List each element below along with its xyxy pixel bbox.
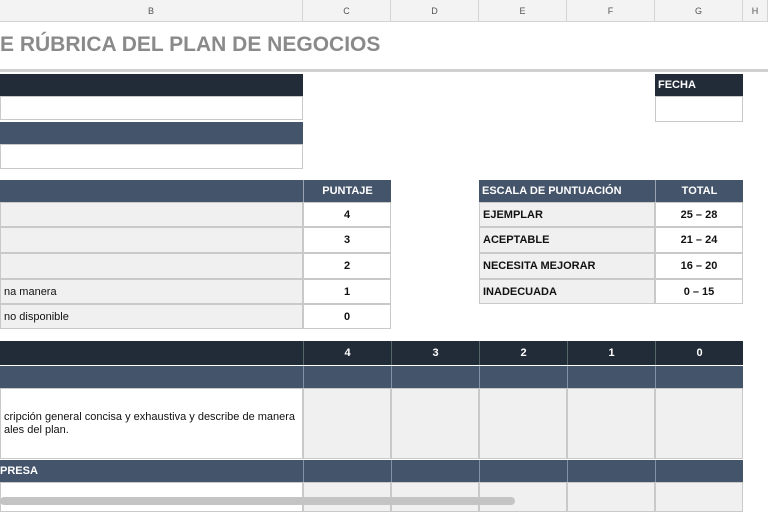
rubric-header-score-3: 3	[391, 341, 479, 365]
section-empresa-cell-3	[391, 460, 479, 482]
fecha-input-cell[interactable]	[655, 96, 743, 122]
rubric-header-score-0: 0	[655, 341, 743, 365]
section-row-1-cell-1	[567, 366, 655, 388]
score-desc-header	[0, 180, 303, 202]
score-value-3[interactable]: 3	[303, 227, 391, 253]
criterion-cell-0[interactable]	[655, 388, 743, 459]
score-desc-4[interactable]	[0, 202, 303, 227]
column-header-d[interactable]: D	[391, 0, 479, 22]
rubric-header-score-2: 2	[479, 341, 567, 365]
scale-label-aceptable[interactable]: ACEPTABLE	[479, 227, 655, 253]
scale-range-aceptable[interactable]: 21 – 24	[655, 227, 743, 253]
sheet-title: E RÚBRICA DEL PLAN DE NEGOCIOS	[0, 33, 381, 56]
section-row-1-cell-3	[391, 366, 479, 388]
score-desc-0[interactable]: no disponible	[0, 304, 303, 329]
scale-range-inadecuada[interactable]: 0 – 15	[655, 279, 743, 304]
header-bar-2	[0, 122, 303, 144]
scale-label-ejemplar[interactable]: EJEMPLAR	[479, 202, 655, 227]
input-cell-1[interactable]	[0, 96, 303, 120]
next-row-cell-0[interactable]	[655, 482, 743, 512]
scale-range-ejemplar[interactable]: 25 – 28	[655, 202, 743, 227]
scale-range-necesita-mejorar[interactable]: 16 – 20	[655, 253, 743, 279]
next-row-cell-1[interactable]	[567, 482, 655, 512]
score-desc-2[interactable]	[0, 253, 303, 279]
scale-label-inadecuada[interactable]: INADECUADA	[479, 279, 655, 304]
criterion-cell-2[interactable]	[479, 388, 567, 459]
column-header-h[interactable]: H	[743, 0, 768, 22]
puntaje-header: PUNTAJE	[303, 180, 391, 202]
rubric-header-criterion	[0, 341, 303, 365]
section-row-1-cell-4	[303, 366, 391, 388]
criterion-cell-3[interactable]	[391, 388, 479, 459]
column-header-c[interactable]: C	[303, 0, 391, 22]
score-value-2[interactable]: 2	[303, 253, 391, 279]
criterion-cell-1[interactable]	[567, 388, 655, 459]
horizontal-scrollbar[interactable]	[0, 497, 515, 505]
score-value-0[interactable]: 0	[303, 304, 391, 329]
section-row-1-cell-2	[479, 366, 567, 388]
section-empresa-cell-0	[655, 460, 743, 482]
section-row-1-cell-0	[655, 366, 743, 388]
rubric-header-score-1: 1	[567, 341, 655, 365]
input-cell-2[interactable]	[0, 144, 303, 169]
section-empresa-cell-1	[567, 460, 655, 482]
score-desc-1[interactable]: na manera	[0, 279, 303, 304]
score-value-1[interactable]: 1	[303, 279, 391, 304]
section-row-1	[0, 366, 303, 388]
score-desc-3[interactable]	[0, 227, 303, 253]
column-header-b[interactable]: B	[0, 0, 303, 22]
criterion-description[interactable]: cripción general concisa y exhaustiva y describe de manera ales del plan.	[0, 388, 303, 459]
section-empresa-cell-2	[479, 460, 567, 482]
section-empresa: PRESA	[0, 460, 303, 482]
section-empresa-cell-4	[303, 460, 391, 482]
rubric-header-score-4: 4	[303, 341, 391, 365]
scale-header-total: TOTAL	[655, 180, 743, 202]
header-bar-1	[0, 74, 303, 96]
fecha-label: FECHA	[655, 74, 743, 96]
column-header-f[interactable]: F	[567, 0, 655, 22]
scale-label-necesita-mejorar[interactable]: NECESITA MEJORAR	[479, 253, 655, 279]
criterion-cell-4[interactable]	[303, 388, 391, 459]
title-underline	[0, 69, 768, 72]
scale-header-label: ESCALA DE PUNTUACIÓN	[479, 180, 655, 202]
column-header-e[interactable]: E	[479, 0, 567, 22]
column-header-g[interactable]: G	[655, 0, 743, 22]
score-value-4[interactable]: 4	[303, 202, 391, 227]
